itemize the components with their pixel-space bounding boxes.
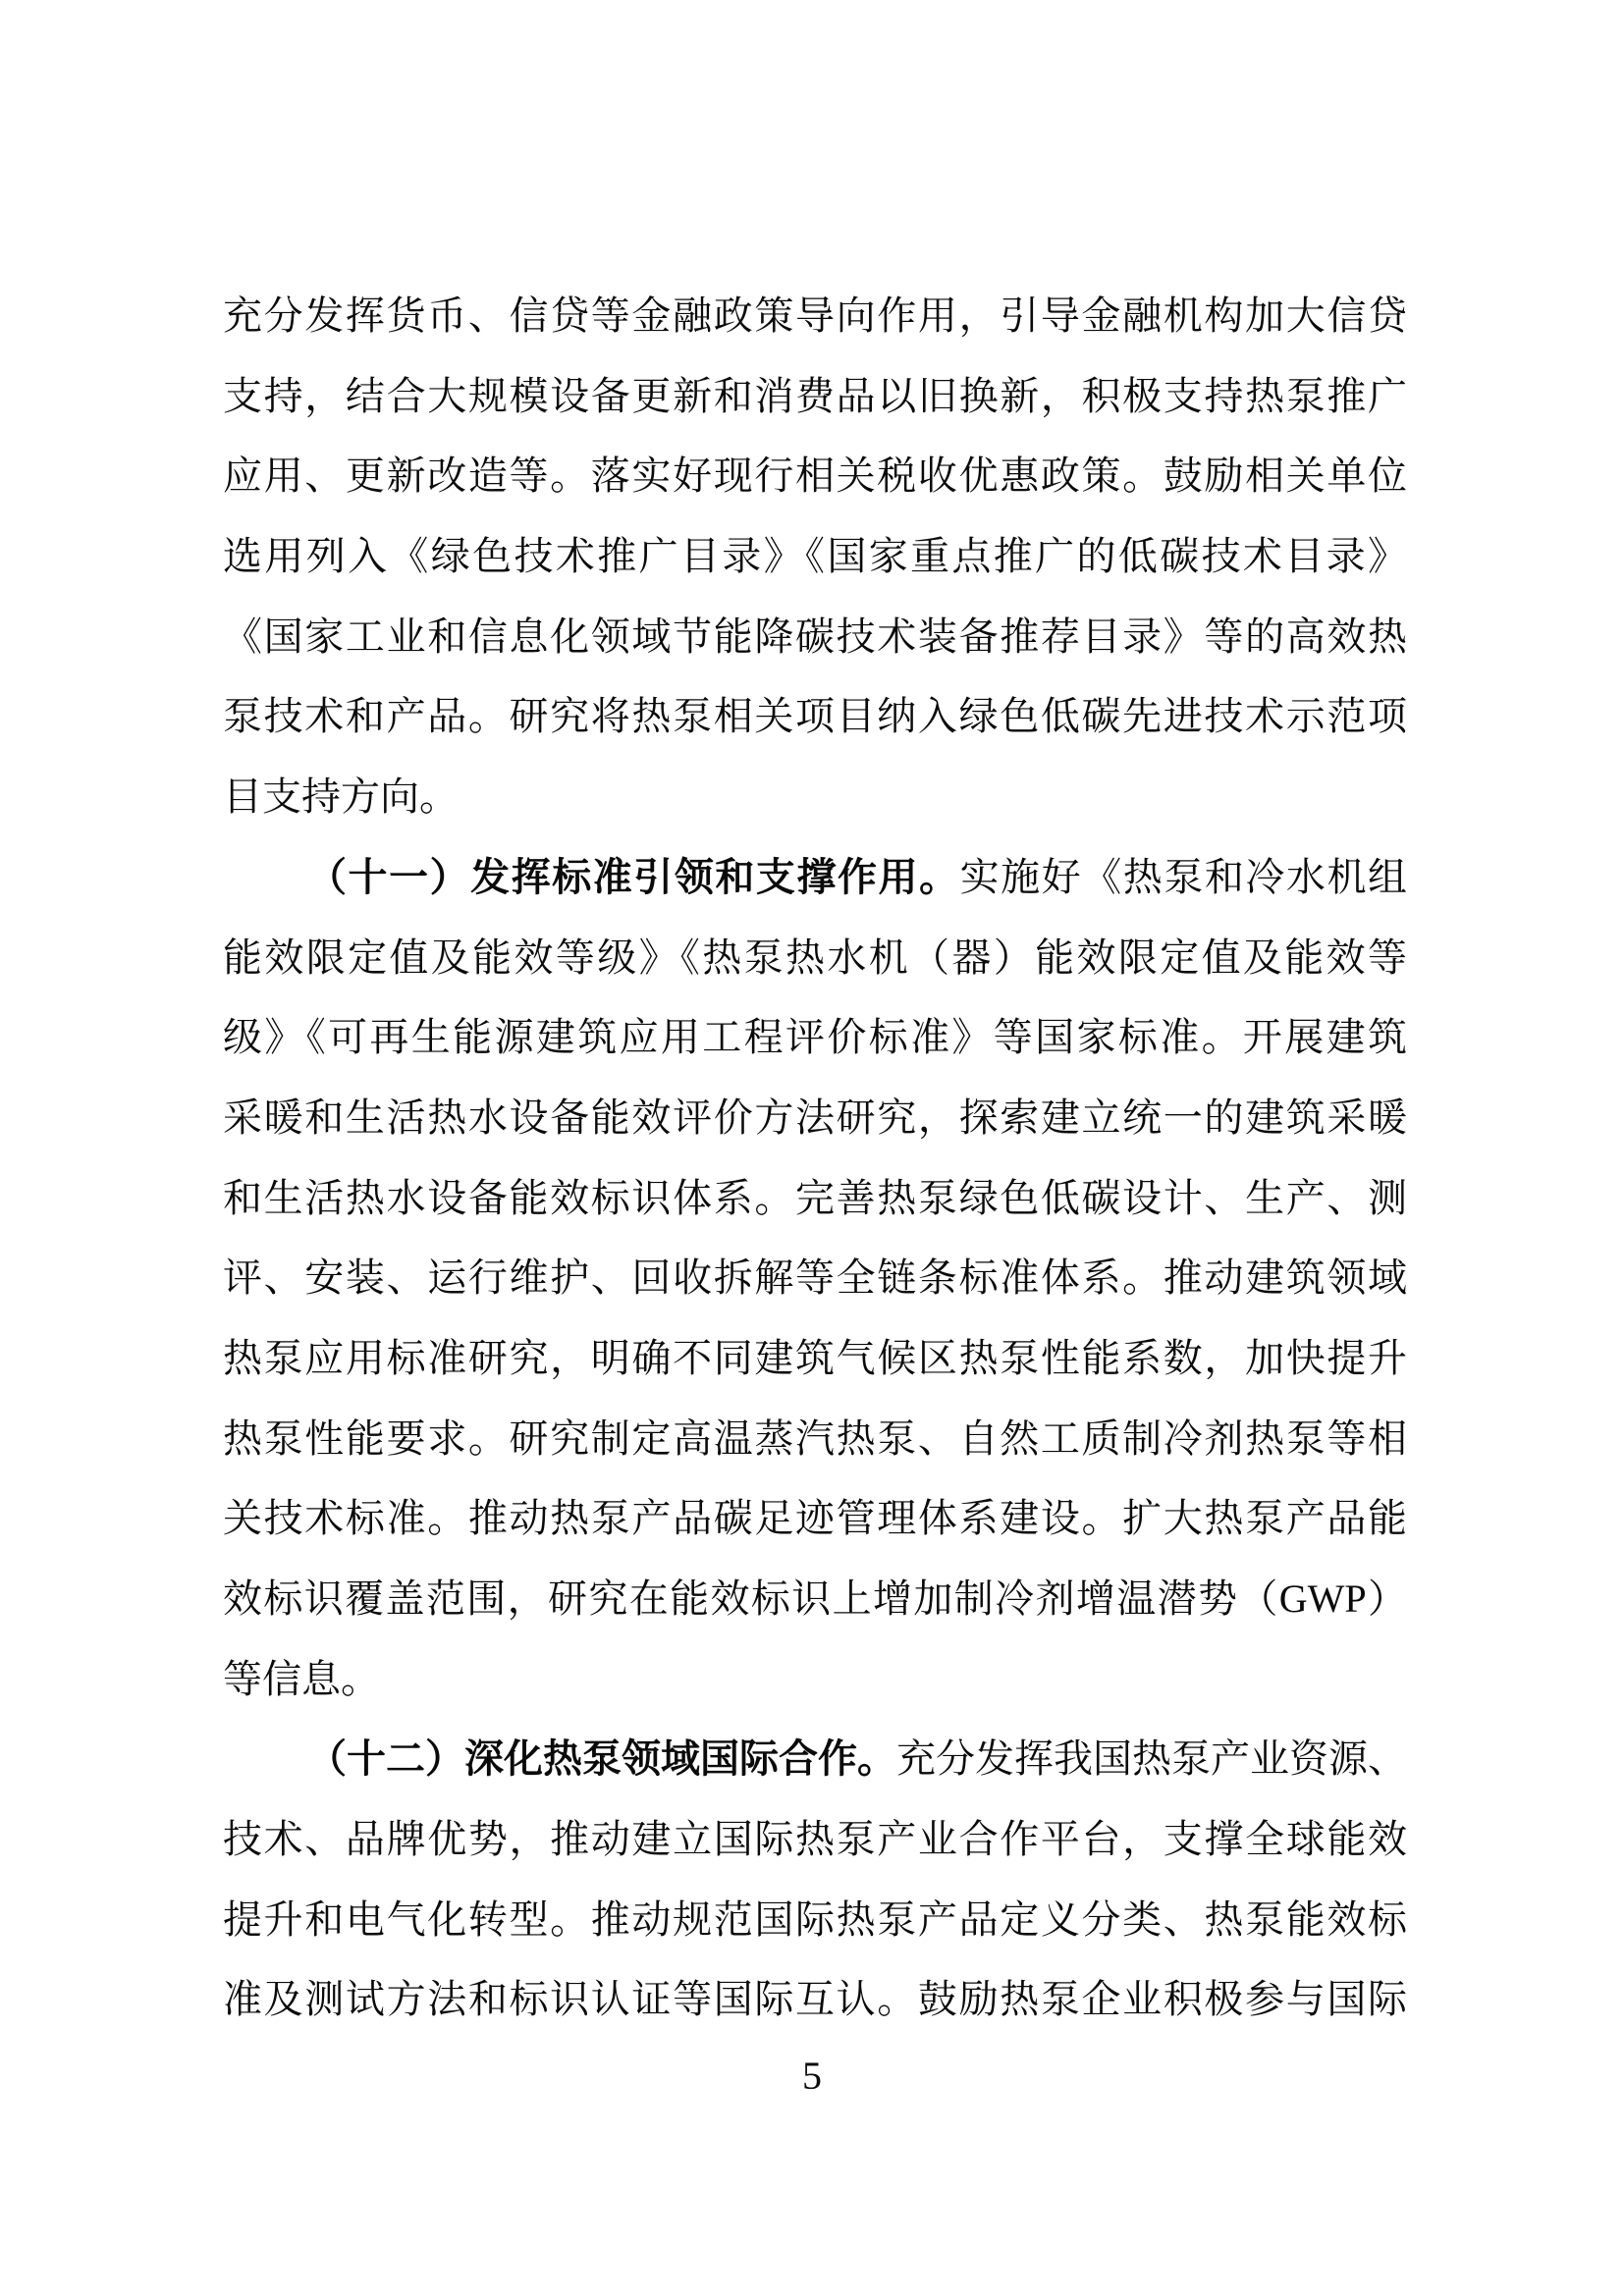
text-line: 提升和电气化转型。推动规范国际热泵产品定义分类、热泵能效标 [223, 1896, 1407, 1942]
text-line: 支持，结合大规模设备更新和消费品以旧换新，积极支持热泵推广 [223, 373, 1407, 418]
text-line: 目支持方向。 [223, 774, 459, 820]
text-line: 和生活热水设备能效标识体系。完善热泵绿色低碳设计、生产、测 [223, 1175, 1407, 1220]
text-line: 《国家工业和信息化领域节能降碳技术装备推荐目录》等的高效热 [223, 614, 1407, 659]
section-heading-11: （十一）发挥标准引领和支撑作用。 [307, 854, 960, 899]
text-line: 热泵应用标准研究，明确不同建筑气候区热泵性能系数，加快提升 [223, 1335, 1407, 1380]
text-line: 应用、更新改造等。落实好现行相关税收优惠政策。鼓励相关单位 [223, 454, 1407, 499]
text-line: 准及测试方法和标识认证等国际互认。鼓励热泵企业积极参与国际 [223, 1977, 1407, 2022]
text-line: 级》《可再生能源建筑应用工程评价标准》等国家标准。开展建筑 [223, 1015, 1407, 1060]
text-line: 技术、品牌优势，推动建立国际热泵产业合作平台，支撑全球能效 [223, 1817, 1407, 1862]
text-line: 采暖和生活热水设备能效评价方法研究，探索建立统一的建筑采暖 [223, 1095, 1407, 1140]
page-number: 5 [802, 2054, 822, 2098]
text-segment: 充分发挥我国热泵产业资源、 [896, 1736, 1407, 1782]
text-line [223, 837, 1407, 918]
section-heading-12: （十二）深化热泵领域国际合作。 [307, 1736, 896, 1782]
text-line: 关技术标准。推动热泵产品碳足迹管理体系建设。扩大热泵产品能 [223, 1496, 1407, 1541]
text-line: 效标识覆盖范围，研究在能效标识上增加制冷剂增温潜势（GWP） [223, 1576, 1407, 1621]
text-line: 评、安装、运行维护、回收拆解等全链条标准体系。推动建筑领域 [223, 1255, 1407, 1301]
text-line: 选用列入《绿色技术推广目录》《国家重点推广的低碳技术目录》 [223, 534, 1407, 579]
text-line: 能效限定值及能效等级》《热泵热水机（器）能效限定值及能效等 [223, 934, 1407, 980]
text-line: 充分发挥货币、信贷等金融政策导向作用，引导金融机构加大信贷 [223, 294, 1407, 338]
text-line: 等信息。 [223, 1656, 380, 1701]
text-line: 泵技术和产品。研究将热泵相关项目纳入绿色低碳先进技术示范项 [223, 694, 1407, 739]
text-line [223, 1719, 1407, 1799]
text-line: 热泵性能要求。研究制定高温蒸汽热泵、自然工质制冷剂热泵等相 [223, 1415, 1407, 1461]
document-body-text [223, 276, 1407, 2040]
text-segment: 实施好《热泵和冷水机组 [959, 854, 1408, 899]
